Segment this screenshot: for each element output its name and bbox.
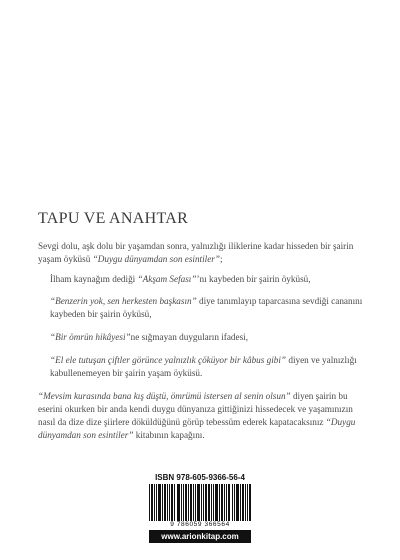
publisher-website: www.arionkitap.com: [149, 530, 251, 543]
paragraph-intro: Sevgi dolu, aşk dolu bir yaşamdan sonra, yalnızlığı iliklerine kadar hisseden bir şairin yaşam öyküsü “Duygu dünyamdan son esintiler”;: [38, 241, 354, 264]
paragraph-mevsim-kurasinda: “Mevsim kurasında bana kış düştü, ömrümü istersen al senin olsun” diyen şairin bu eserini okurken bir anda kendi duygu dünyanıza gittiğinizi hissedecek ve yaşamınızın nasıl da dize dize şiirlere döküldüğünü görüp tebessüm ederek kapatacaksınız “Duygu dünyamdan son esintiler” kitabının kapağını.: [38, 391, 356, 440]
isbn-label: ISBN 978-605-9366-56-4: [155, 473, 245, 482]
paragraph-benzerin-yok: “Benzerin yok, sen herkesten başkasın” diye tanımlayıp taparcasına sevdiği cananını kaybeden bir şairin öyküsü,: [50, 296, 363, 319]
barcode-block: [146, 473, 254, 545]
book-title: TAPU VE ANAHTAR: [38, 210, 189, 227]
paragraph-bir-omrun-hikayesi: “Bir ömrün hikâyesi”ne sığmayan duyguların ifadesi,: [50, 332, 249, 342]
paragraph-aksam-sefasi: İlham kaynağım dediği “Akşam Sefası”’nı kaybeden bir şairin öyküsü,: [50, 274, 311, 284]
paragraph-el-ele: “El ele tutuşan çiftler görünce yalnızlık çöküyor bir kâbus gibi” diyen ve yalnızlığı kabullenemeyen bir şairin yaşam öyküsü.: [50, 355, 357, 378]
barcode-icon: [149, 484, 251, 521]
barcode-digits: 9 786059 366564: [170, 521, 230, 528]
